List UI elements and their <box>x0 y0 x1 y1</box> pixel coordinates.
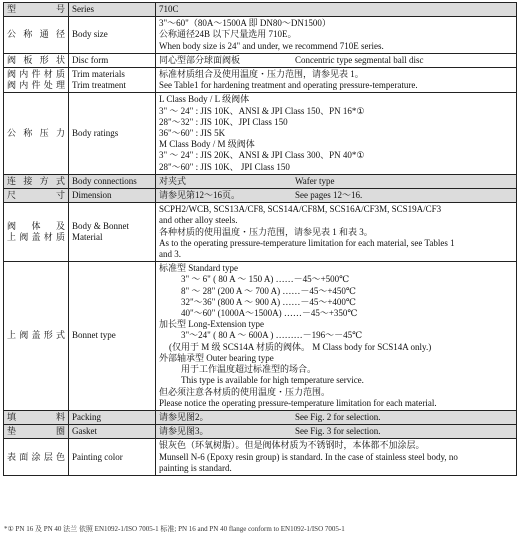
label-en: Body ratings <box>69 93 156 174</box>
text-line: See Table1 for hardening treatment and operating pressure-temperature. <box>159 80 418 91</box>
series-value: 710C <box>156 3 517 17</box>
dimension-value <box>156 189 517 203</box>
text-en: Outer bearing type <box>206 352 274 363</box>
label-line: Body & Bonnet <box>72 221 130 232</box>
row-ratings <box>4 93 517 174</box>
text-line: (仅用于 M 级 SCS14A 材质的阀体。 M Class body for SCS14A only.) <box>169 341 432 352</box>
label-line: Trim materials <box>72 69 125 80</box>
text-line: 36"～60" : JIS 5K <box>159 128 226 139</box>
text-line: and other alloy steels. <box>159 215 238 226</box>
label-cn: 填 料 <box>4 410 69 424</box>
ratings-value <box>156 93 517 174</box>
row-gasket <box>4 425 517 439</box>
text-line: 标准材质组合及使用温度・压力范围，请参见表 1。 <box>159 69 364 80</box>
text-line: SCPH2/WCB, SCS13A/CF8, SCS14A/CF8M, SCS16A/CF3M, SCS19A/CF3 <box>159 204 442 215</box>
row-disc-form <box>4 53 517 67</box>
label-en: Body size <box>69 17 156 54</box>
value-cn: 请参见图3。 <box>159 426 209 437</box>
row-trim <box>4 68 517 93</box>
text-line: 但必须注意各材质的使用温度・压力范围。 <box>159 386 331 397</box>
label-en <box>69 68 156 93</box>
value-en: Concentric type segmental ball disc <box>295 54 424 65</box>
label-cn: 连接方式 <box>4 174 69 188</box>
row-packing <box>4 410 517 424</box>
text-cn: 标准型 <box>159 263 187 274</box>
label-line: 阀内件处理 <box>7 80 65 91</box>
row-material <box>4 203 517 262</box>
label-line: Material <box>72 232 103 243</box>
value-cn: 请参见第12～16页。 <box>159 190 241 201</box>
text-en: Standard type <box>188 263 239 274</box>
label-en: Bonnet type <box>69 262 156 411</box>
extension-type-heading <box>159 319 513 330</box>
text-cn: 加长型 <box>159 319 187 330</box>
text-cn: 外部轴承型 <box>159 352 205 363</box>
label-cn: 上阀盖形式 <box>4 262 69 411</box>
label-cn: 公称压力 <box>4 93 69 174</box>
gasket-value <box>156 425 517 439</box>
value-en: See Fig. 3 for selection. <box>295 426 381 437</box>
row-bonnet <box>4 262 517 411</box>
connections-value <box>156 174 517 188</box>
disc-form-value <box>156 53 517 67</box>
footnote: *① PN 16 及 PN 40 法兰 依照 EN1092-1/ISO 7005-1 标准; PN 16 and PN 40 flange conform to EN1092-1/ISO 7005-1 <box>4 525 345 533</box>
label-en: Disc form <box>69 53 156 67</box>
value-cn: 对夹式 <box>159 175 187 186</box>
label-en: Packing <box>69 410 156 424</box>
spec-table <box>3 2 517 476</box>
text-line: 公称通径24B 以下尺量选用 710E。 <box>159 29 297 40</box>
value-en: Wafer type <box>295 175 335 186</box>
label-line: 上阀盖材质 <box>7 232 65 243</box>
text-line: L Class Body / L 级阀体 <box>159 94 250 105</box>
packing-value <box>156 410 517 424</box>
label-cn: 型 号 <box>4 3 69 17</box>
text-line: 28"～32" : JIS 10K、JPI Class 150 <box>159 116 288 127</box>
label-en: Gasket <box>69 425 156 439</box>
bonnet-value <box>156 262 517 411</box>
label-en <box>69 203 156 262</box>
label-en: Series <box>69 3 156 17</box>
text-line: 银灰色（环氧树脂）。但是阀体材质为不锈钢时，本体都不加涂层。 <box>159 440 425 451</box>
text-line: painting is standard. <box>159 462 232 473</box>
label-en: Body connections <box>69 174 156 188</box>
row-dimension <box>4 189 517 203</box>
painting-value <box>156 439 517 476</box>
material-value <box>156 203 517 262</box>
label-cn <box>4 68 69 93</box>
label-cn: 尺 寸 <box>4 189 69 203</box>
text-line: This type is available for high temperature service. <box>181 375 364 386</box>
label-cn: 垫 圈 <box>4 425 69 439</box>
text-line: As to the operating pressure-temperature limitation for each material, see Tables 1 <box>159 237 455 248</box>
label-cn: 阀板形状 <box>4 53 69 67</box>
label-line: 阀体及 <box>7 221 65 232</box>
text-line: M Class Body / M 级阀体 <box>159 139 255 150</box>
label-cn <box>4 203 69 262</box>
text-line: and 3. <box>159 249 181 260</box>
text-line: 用于工作温度超过标准型的场合。 <box>181 364 317 375</box>
value-en: See Fig. 2 for selection. <box>295 411 381 422</box>
row-connections <box>4 174 517 188</box>
text-line: 8" ～ 28" (200 A ～ 700 A) ……－45～+450℃ <box>181 285 356 296</box>
text-line: 32"～36" (800 A ～ 900 A) ……－45～+400℃ <box>181 296 356 307</box>
label-line: Trim treatment <box>72 80 126 91</box>
text-line: Please notice the operating pressure-temperature limitation for each material. <box>159 397 437 408</box>
outer-bearing-heading <box>159 353 513 364</box>
text-line: 3" ～ 24" : JIS 10K、ANSI & JPI Class 150、PN 16*① <box>159 105 365 116</box>
trim-value <box>156 68 517 93</box>
text-line: When body size is 24" and under, we recommend 710E series. <box>159 40 384 51</box>
standard-type-heading <box>159 263 513 274</box>
value-cn: 同心型部分球面阀板 <box>159 54 241 65</box>
label-line: 阀内件材质 <box>7 69 65 80</box>
text-line: 28"～60" : JIS 10K、 JPI Class 150 <box>159 161 290 172</box>
text-en: Long-Extension type <box>188 319 265 330</box>
text-line: Munsell N-6 (Epoxy resin group) is standard. In the case of stainless steel body, no <box>159 451 458 462</box>
value-en: See pages 12～16. <box>295 190 363 201</box>
body-size-value <box>156 17 517 54</box>
row-series <box>4 3 517 17</box>
label-cn: 表面涂层色 <box>4 439 69 476</box>
text-line: 3"～24" ( 80 A ～ 600A ) ………－196～－45℃ <box>181 330 363 341</box>
label-en: Dimension <box>69 189 156 203</box>
label-en: Painting color <box>69 439 156 476</box>
row-body-size <box>4 17 517 54</box>
text-line: 3" ～ 24" : JIS 20K、ANSI & JPI Class 300、PN 40*① <box>159 150 365 161</box>
text-line: 3"～60"（80A～1500A 即 DN80～DN1500） <box>159 18 331 29</box>
row-painting <box>4 439 517 476</box>
label-cn: 公称通径 <box>4 17 69 54</box>
text-line: 40"～60" (1000A～1500A) ……－45～+350℃ <box>181 308 358 319</box>
text-line: 3" ～ 6" ( 80 A ～ 150 A) ……－45～+500℃ <box>181 274 350 285</box>
text-line: 各种材质的使用温度・压力范围，请参见表 1 和表 3。 <box>159 226 373 237</box>
value-cn: 请参见图2。 <box>159 411 209 422</box>
